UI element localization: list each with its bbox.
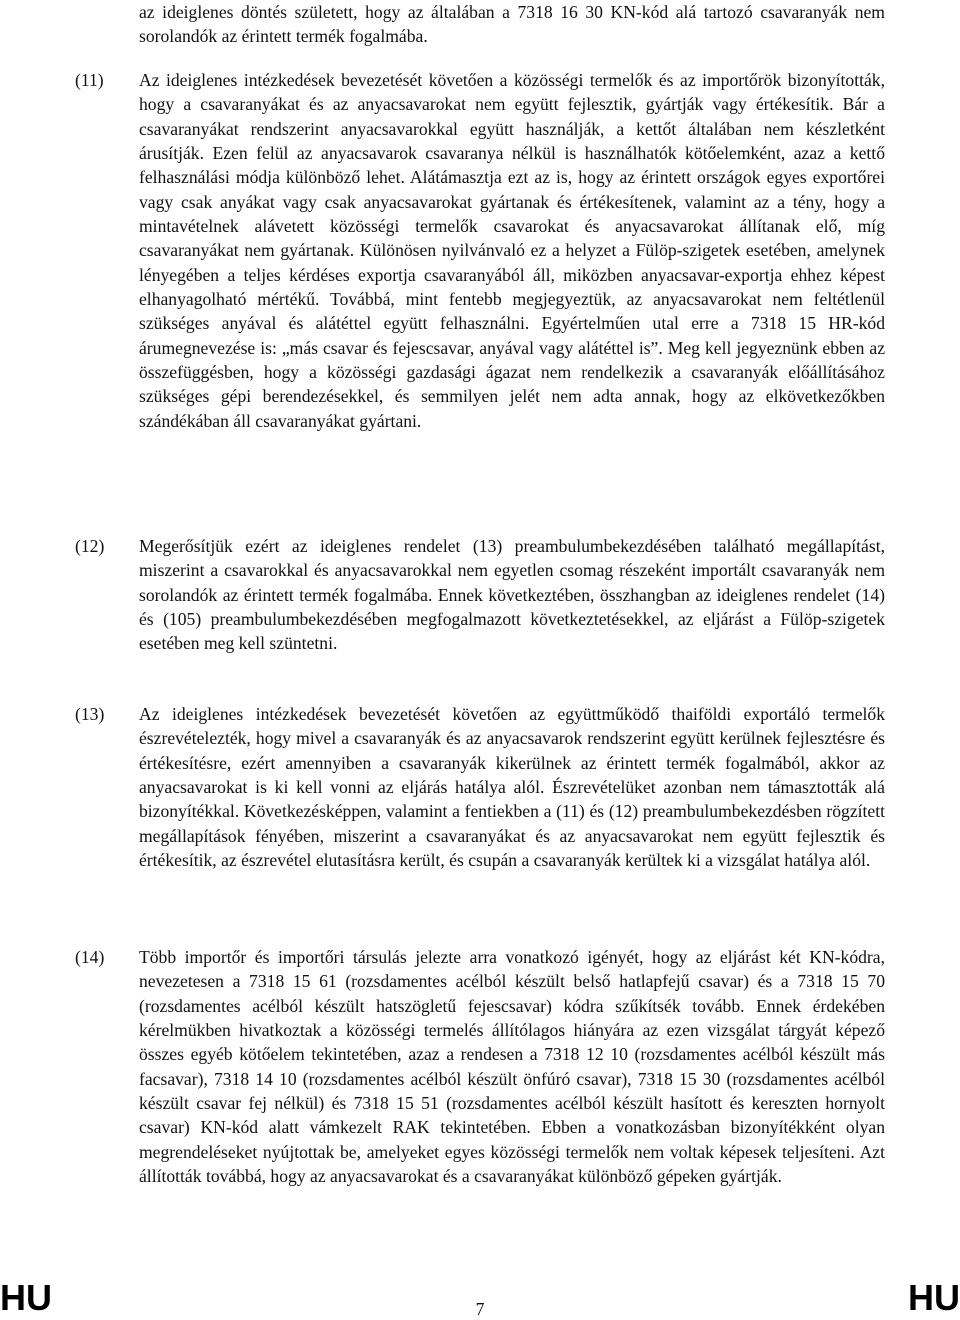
paragraph-text: Az ideiglenes intézkedések bevezetését követően a közösségi termelők és az importőrök bizonyították, hogy a csavaranyákat és az anyacsavarokat nem együtt fejlesztik, gyártják vagy értékesítik. Bár a csavaranyákat rendszerint anyacsavarokkal együtt használják, a kettőt általában nem készletként árusítják. Ezen felül az anyacsavarok csavaranya nélkül is használhatók kötőelemként, azaz a kettő felhasználási módja különböző lehet. Alátámasztja ezt az is, hogy az érintett országok egyes exportőrei vagy csak anyákat vagy csak anyacsavarokat gyártanak és értékesítenek, valamint az a tény, hogy a mintavételnek alávetett közösségi termelők csavarokat és anyacsavarokat állítanak elő, míg csavaranyákat nem gyártanak. Különösen nyilvánvaló ez a helyzet a Fülöp-szigetek esetében, amelynek lényegében a teljes kérdéses exportja csavaranyából áll, miközben anyacsavar-exportja ehhez képest elhanyagolható mértékű. Továbbá, mint fentebb megjegyeztük, az anyacsavarokat nem feltétlenül szükséges anyával és alátéttel együtt felhasználni. Egyértelműen utal erre a 7318 15 HR-kód árumegnevezése is: „más csavar és fejescsavar, anyával vagy alátéttel is”. Meg kell jegyeznünk ebben az összefüggésben, hogy a közösségi gazdasági ágazat nem rendelkezik a csavaranyák előállításához szükséges gépi berendezésekkel, és semmilyen jelét nem adta annak, hogy az elkövetkezőkben szándékában áll csavaranyákat gyártani. [139, 70, 885, 431]
paragraph-number: (11) [75, 70, 104, 90]
paragraph-13 [75, 702, 885, 872]
paragraph-12 [75, 534, 885, 656]
language-code-left: HU [0, 1277, 52, 1318]
paragraph-text: Megerősítjük ezért az ideiglenes rendelet (13) preambulumbekezdésében található megállapítást, miszerint a csavarokkal és anyacsavarokkal nem egyetlen csomag részeként importált csavaranyák nem sorolandók az érintett termék fogalmába. Ennek következtében, összhangban az ideiglenes rendelet (14) és (105) preambulumbekezdésében megfogalmazott következtetésekkel, az eljárást a Fülöp-szigetek esetében meg kell szüntetni. [139, 536, 885, 654]
page-number: 7 [475, 1299, 485, 1319]
paragraph-continuation [75, 0, 885, 49]
paragraph-text: Több importőr és importőri társulás jelezte arra vonatkozó igényét, hogy az eljárást két KN-kódra, nevezetesen a 7318 15 61 (rozsdamentes acélból készült belső hatlapfejű csavar) és a 7318 15 70 (rozsdamentes acélból készült hatszögletű fejescsavar) kódra szűkítsék tovább. Ennek érdekében kérelmükben hivatkoztak a közösségi termelés állítólagos hiányára az ezen vizsgálat tárgyát képező összes egyéb kötőelem tekintetében, azaz a rendesen a 7318 12 10 (rozsdamentes acélból készült más facsavar), 7318 14 10 (rozsdamentes acélból készült önfúró csavar), 7318 15 30 (rozsdamentes acélból készült csavar fej nélkül) és 7318 15 51 (rozsdamentes acélból készült hasított és kereszten hornyolt csavar) KN-kód alatt vámkezelt RAK tekintetében. Ebben a vonatkozásban bizonyítékként olyan megrendeléseket nyújtottak be, amelyeket egyes közösségi termelők nem voltak képesek teljesíteni. Azt állították továbbá, hogy az anyacsavarokat és a csavaranyákat különböző gépeken gyártják. [139, 947, 885, 1187]
language-code-right: HU [908, 1277, 960, 1318]
paragraph-number: (12) [75, 536, 105, 556]
paragraph-text: az ideiglenes döntés született, hogy az általában a 7318 16 30 KN-kód alá tartozó csavaranyák nem sorolandók az érintett termék fogalmába. [139, 2, 885, 47]
paragraph-text: Az ideiglenes intézkedések bevezetését követően az együttműködő thaiföldi exportáló termelők észrevételezték, hogy mivel a csavaranyák és az anyacsavarok rendszerint együtt kerülnek fejlesztésre és értékesítésre, ezért amennyiben a csavaranyák kikerülnek az érintett termék fogalmából, akkor az anyacsavarokat is ki kell vonni az eljárás hatálya alól. Észrevételüket azonban nem támasztották alá bizonyítékkal. Következésképpen, valamint a fentiekben a (11) és (12) preambulumbekezdésben rögzített megállapítások fényében, miszerint a csavaranyákat és az anyacsavarokat nem együtt fejlesztik és értékesítik, az észrevétel elutasításra került, és csupán a csavaranyák kerültek ki a vizsgálat hatálya alól. [139, 704, 885, 871]
paragraph-number: (14) [75, 947, 105, 967]
paragraph-number: (13) [75, 704, 105, 724]
paragraph-11 [75, 68, 885, 433]
paragraph-14 [75, 945, 885, 1188]
